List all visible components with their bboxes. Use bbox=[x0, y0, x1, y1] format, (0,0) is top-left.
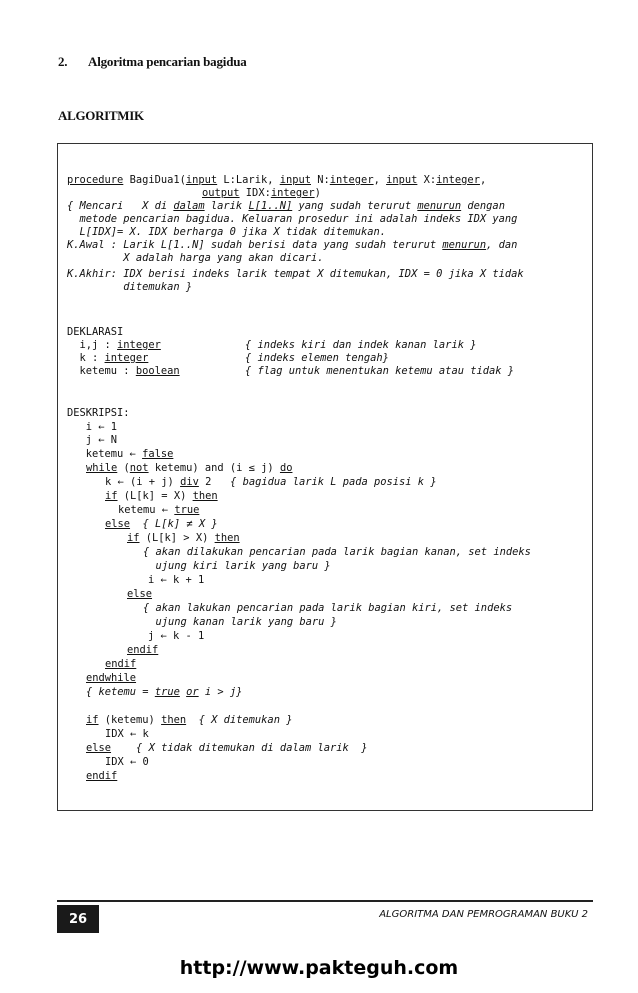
comment-line bbox=[67, 200, 505, 213]
keyword: else bbox=[86, 742, 112, 754]
keyword: while bbox=[86, 462, 118, 474]
keyword: or bbox=[186, 686, 199, 698]
keyword: false bbox=[142, 448, 174, 460]
description-header: DESKRIPSI: bbox=[67, 407, 130, 419]
code-text: 2 bbox=[198, 476, 231, 488]
if-line bbox=[105, 490, 218, 503]
keyword: if bbox=[86, 714, 99, 726]
comment-text: , dan bbox=[486, 239, 518, 251]
code-text: L:Larik, bbox=[217, 174, 280, 186]
keyword: procedure bbox=[67, 174, 124, 186]
code-line: IDX ← 0 bbox=[105, 756, 149, 768]
code-text: i,j : bbox=[67, 339, 118, 351]
keyword: then bbox=[161, 714, 187, 726]
endif-keyword: endif bbox=[127, 644, 159, 656]
code-text: ketemu) and (i ≤ j) bbox=[148, 462, 280, 474]
if-line bbox=[127, 532, 240, 545]
keyword: boolean bbox=[135, 365, 180, 377]
declaration-line bbox=[67, 339, 161, 352]
declaration-comment: { indeks kiri dan indek kanan larik } bbox=[245, 339, 477, 351]
website-url[interactable]: http://www.pakteguh.com bbox=[179, 957, 459, 979]
keyword: then bbox=[192, 490, 218, 502]
code-text: k ← (i + j) bbox=[105, 476, 181, 488]
keyword: output bbox=[202, 187, 240, 199]
declaration-comment: { indeks elemen tengah} bbox=[245, 352, 389, 364]
comment-text: i > j} bbox=[198, 686, 243, 698]
endif-keyword: endif bbox=[86, 770, 118, 782]
subheading: ALGORITMIK bbox=[58, 108, 144, 123]
keyword: integer bbox=[270, 187, 315, 199]
declaration-comment: { flag untuk menentukan ketemu atau tidak } bbox=[245, 365, 514, 377]
comment-text: yang sudah terurut bbox=[292, 200, 418, 212]
procedure-signature-line-2 bbox=[202, 187, 321, 200]
keyword: integer bbox=[104, 352, 149, 364]
page-number-badge: 26 bbox=[57, 905, 99, 933]
keyword: div bbox=[180, 476, 199, 488]
comment-text: { X tidak ditemukan di dalam larik } bbox=[111, 742, 368, 754]
keyword: not bbox=[129, 462, 149, 474]
code-line bbox=[118, 504, 199, 517]
comment-line: ujung kiri larik yang baru } bbox=[143, 560, 331, 572]
comment-text: larik bbox=[204, 200, 249, 212]
code-line: i ← 1 bbox=[67, 421, 118, 433]
comment-line: metode pencarian bagidua. Keluaran prosedur ini adalah indeks IDX yang bbox=[67, 213, 518, 225]
code-text: BagiDua1( bbox=[123, 174, 186, 186]
code-text: IDX: bbox=[239, 187, 271, 199]
code-text: ketemu ← bbox=[118, 504, 175, 516]
keyword: input bbox=[386, 174, 418, 186]
code-text: (ketemu) bbox=[98, 714, 162, 726]
keyword: true bbox=[154, 686, 180, 698]
final-state-line: K.Akhir: IDX berisi indeks larik tempat X ditemukan, IDX = 0 jika X tidak bbox=[67, 268, 524, 280]
comment-text: dengan bbox=[461, 200, 505, 212]
declaration-line bbox=[67, 352, 148, 365]
book-title: ALGORITMA DAN PEMROGRAMAN BUKU 2 bbox=[379, 909, 588, 920]
else-line bbox=[86, 742, 368, 755]
comment-line: { akan lakukan pencarian pada larik bagian kiri, set indeks bbox=[143, 602, 513, 614]
code-text: (L[k] > X) bbox=[139, 532, 215, 544]
keyword: input bbox=[185, 174, 218, 186]
comment-text: dalam bbox=[173, 200, 205, 212]
keyword: then bbox=[214, 532, 240, 544]
comment-text: { bagidua larik L pada posisi k } bbox=[230, 476, 437, 488]
section-number: 2. bbox=[58, 54, 68, 69]
procedure-signature-line-1 bbox=[67, 174, 486, 187]
comment-text: menurun bbox=[417, 200, 462, 212]
code-text: X: bbox=[417, 174, 437, 186]
while-line bbox=[86, 462, 292, 475]
code-text: ketemu : bbox=[67, 365, 136, 377]
code-line: j ← N bbox=[67, 434, 118, 446]
comment-text: { L[k] ≠ X } bbox=[130, 518, 218, 530]
comment-text: K.Awal : Larik L[1..N] sudah berisi data yang sudah terurut bbox=[67, 239, 443, 251]
comment-text: { ketemu = bbox=[86, 686, 155, 698]
comment-line: ujung kanan larik yang baru } bbox=[143, 616, 337, 628]
code-line bbox=[67, 448, 173, 461]
code-line: j ← k - 1 bbox=[148, 630, 205, 642]
section-title: Algoritma pencarian bagidua bbox=[88, 54, 247, 69]
if-line bbox=[86, 714, 292, 727]
comment-line: L[IDX]= X. IDX berharga 0 jika X tidak ditemukan. bbox=[67, 226, 387, 238]
keyword: integer bbox=[329, 174, 374, 186]
declaration-header: DEKLARASI bbox=[67, 326, 124, 338]
code-line bbox=[105, 476, 437, 489]
code-text: , bbox=[479, 174, 487, 186]
code-text: k : bbox=[67, 352, 105, 364]
code-text: , bbox=[373, 174, 387, 186]
else-line bbox=[105, 518, 218, 531]
comment-text: L[1..N] bbox=[248, 200, 293, 212]
keyword: input bbox=[279, 174, 311, 186]
initial-state-line bbox=[67, 239, 517, 252]
keyword: true bbox=[174, 504, 200, 516]
code-text: ketemu ← bbox=[67, 448, 143, 460]
keyword: integer bbox=[117, 339, 161, 351]
comment-line bbox=[86, 686, 242, 699]
else-keyword: else bbox=[127, 588, 153, 600]
endif-keyword: endif bbox=[105, 658, 137, 670]
code-text: N: bbox=[311, 174, 330, 186]
comment-line: { akan dilakukan pencarian pada larik bagian kanan, set indeks bbox=[143, 546, 531, 558]
comment-text: { Mencari X di bbox=[67, 200, 174, 212]
keyword: if bbox=[127, 532, 140, 544]
code-text: (L[k] = X) bbox=[117, 490, 193, 502]
code-line: i ← k + 1 bbox=[148, 574, 205, 586]
footer-rule bbox=[57, 900, 593, 902]
comment-text: { X ditemukan } bbox=[186, 714, 293, 726]
final-state-line: ditemukan } bbox=[67, 281, 193, 293]
keyword: integer bbox=[436, 174, 480, 186]
declaration-line bbox=[67, 365, 180, 378]
code-line: IDX ← k bbox=[105, 728, 149, 740]
code-text: ( bbox=[117, 462, 130, 474]
endwhile-keyword: endwhile bbox=[86, 672, 137, 684]
initial-state-line: X adalah harga yang akan dicari. bbox=[67, 252, 324, 264]
keyword: do bbox=[279, 462, 293, 474]
code-text: ) bbox=[314, 187, 321, 199]
keyword: if bbox=[105, 490, 118, 502]
comment-text: menurun bbox=[442, 239, 487, 251]
section-heading bbox=[58, 54, 247, 70]
keyword: else bbox=[105, 518, 131, 530]
